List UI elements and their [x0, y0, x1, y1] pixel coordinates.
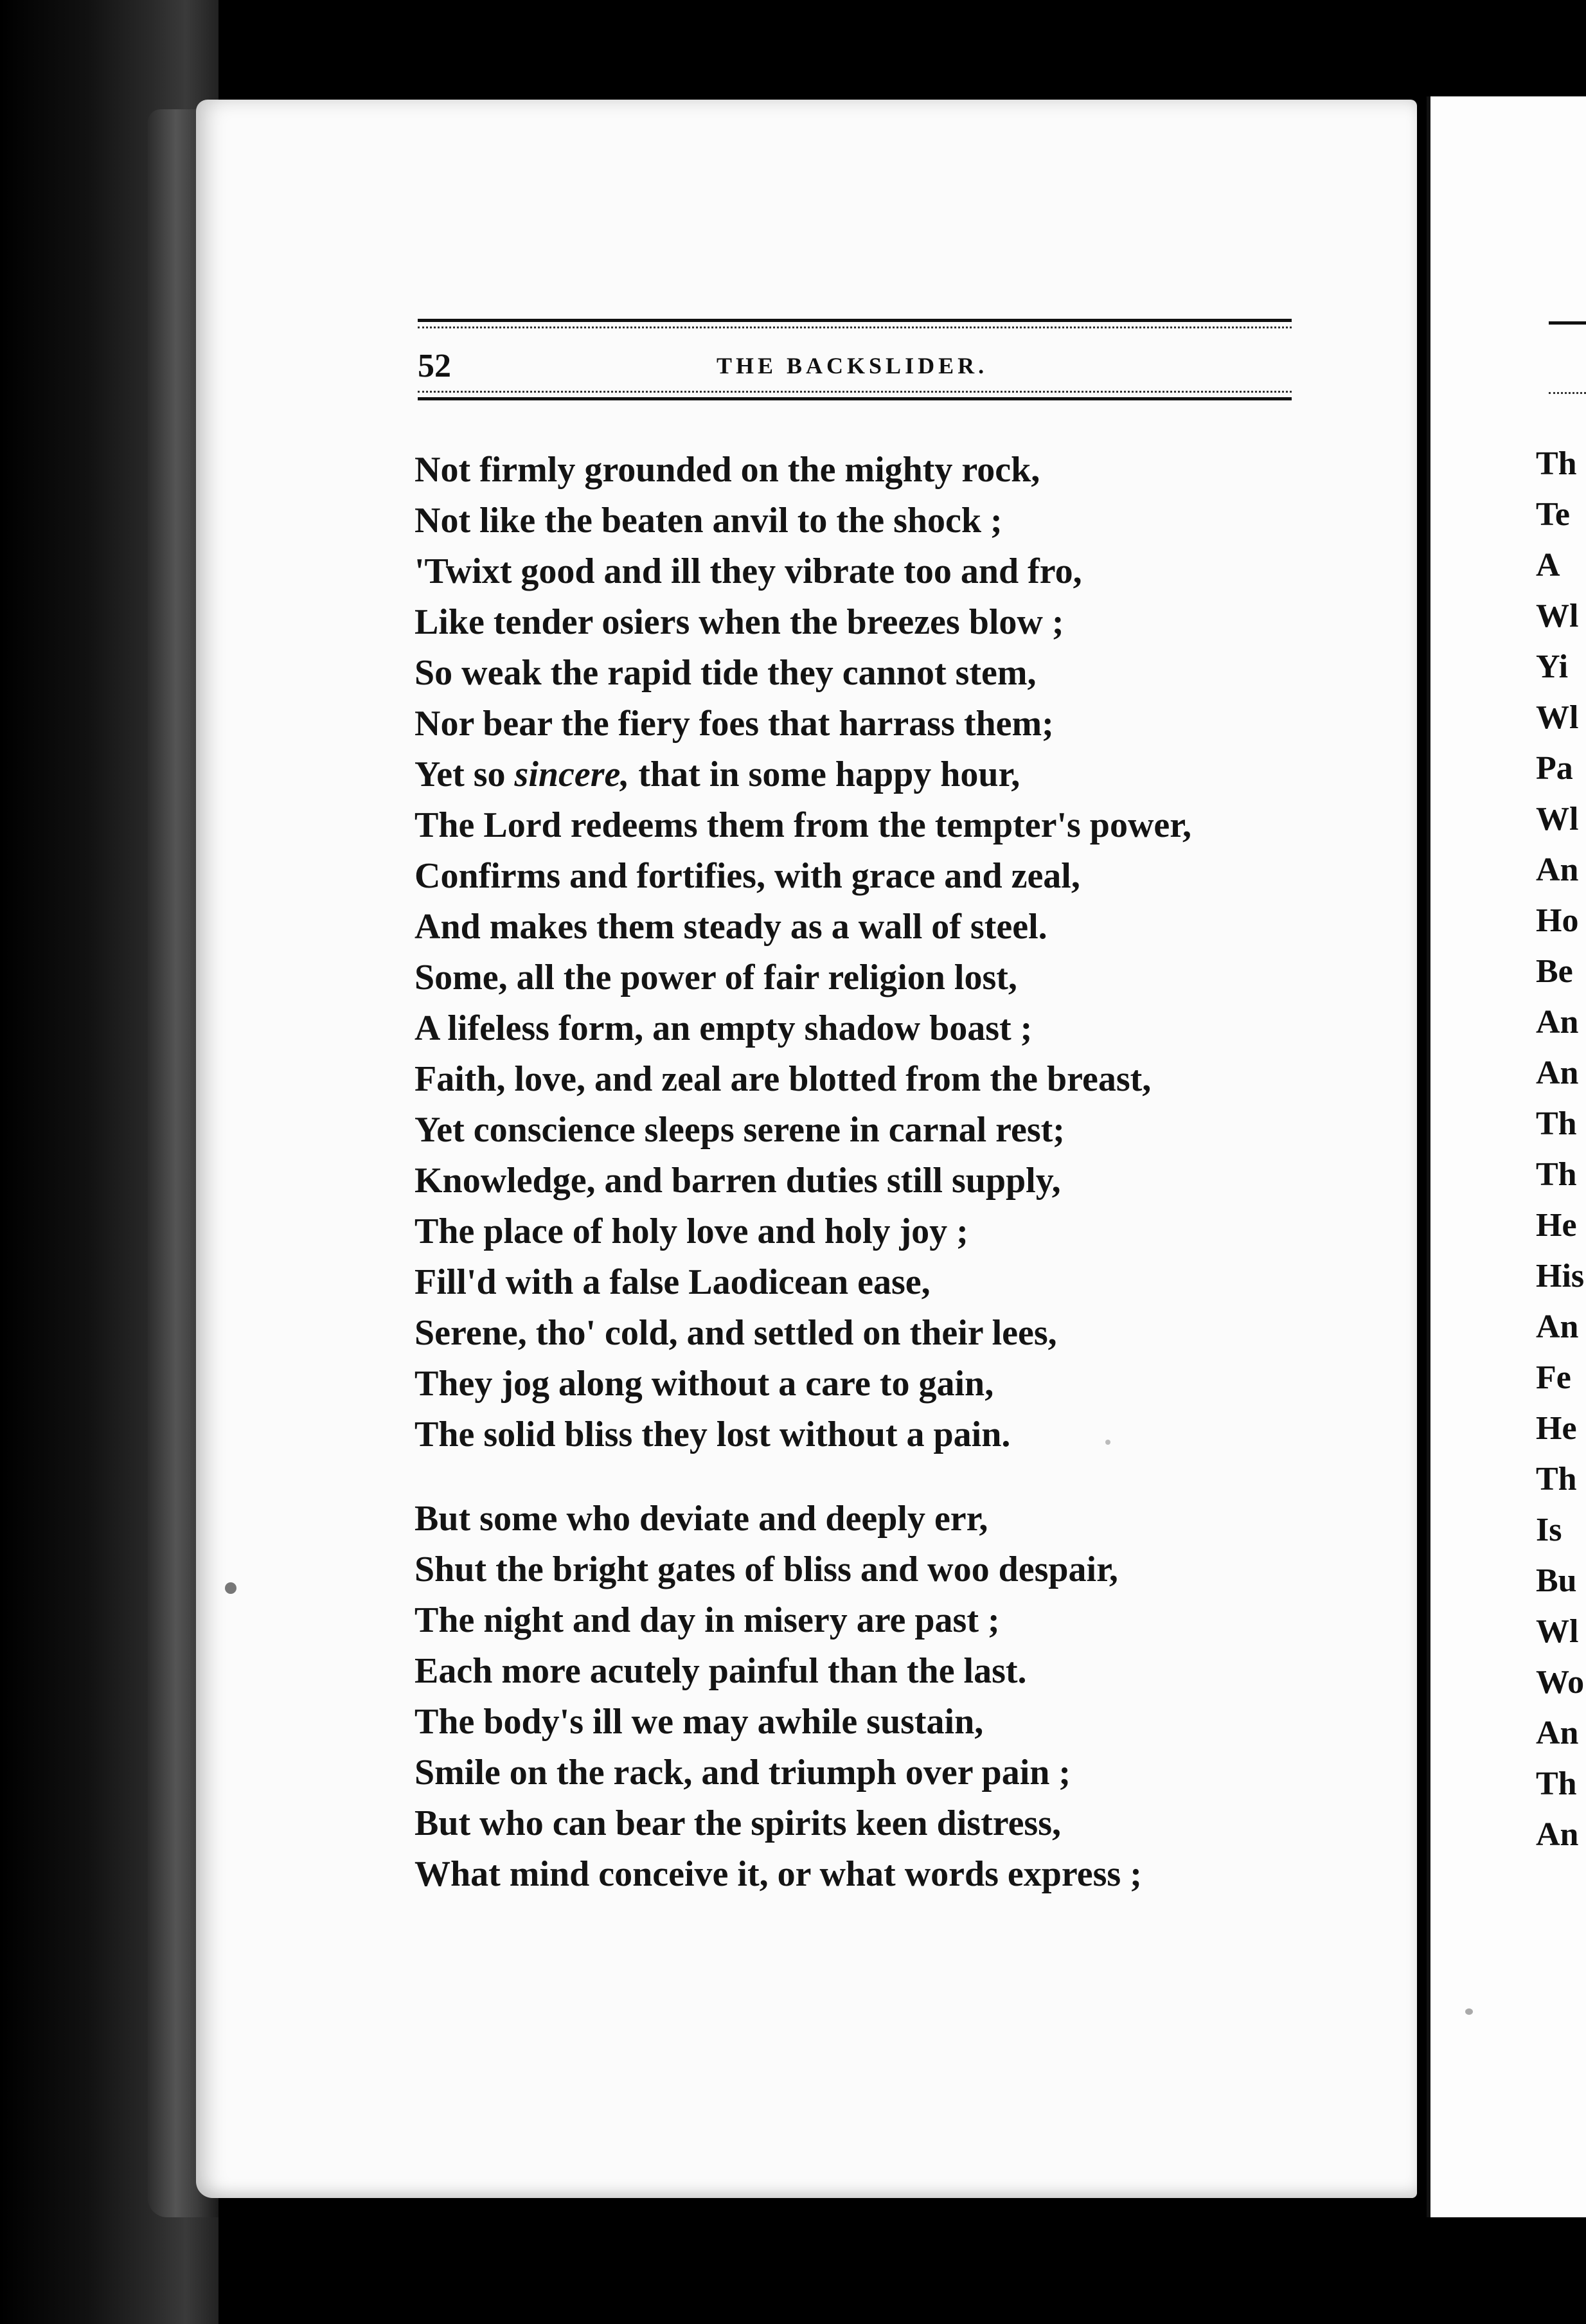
header-rule-top — [418, 319, 1292, 322]
poem-line: Knowledge, and barren duties still supply, — [414, 1161, 1061, 1201]
poem-line: The night and day in misery are past ; — [414, 1600, 1000, 1640]
poem-line: 'Twixt good and ill they vibrate too and fro, — [414, 551, 1082, 591]
italic-word: sincere, — [514, 755, 630, 794]
poem-line: Each more acutely painful than the last. — [414, 1651, 1027, 1691]
poem-line: The Lord redeems them from the tempter's power, — [414, 805, 1191, 845]
stanza-2 — [414, 1494, 1282, 1900]
poem-line: Serene, tho' cold, and settled on their lees, — [414, 1313, 1057, 1353]
adjacent-line-fragment: Te — [1536, 496, 1570, 533]
poem-line: The place of holy love and holy joy ; — [414, 1211, 968, 1251]
adjacent-line-fragment: An — [1536, 852, 1579, 888]
adjacent-line-fragment: Wl — [1536, 598, 1579, 634]
poem-line: Nor bear the fiery foes that harrass them; — [414, 704, 1054, 744]
poem-line — [414, 749, 1282, 800]
adjacent-line-fragment: Th — [1536, 1461, 1577, 1497]
adjacent-line-fragment: Pa — [1536, 750, 1573, 787]
poem-body — [414, 445, 1282, 1900]
poem-line: Confirms and fortifies, with grace and zeal, — [414, 856, 1080, 896]
poem-line: What mind conceive it, or what words express ; — [414, 1854, 1142, 1894]
adjacent-line-fragment: Wo — [1536, 1664, 1585, 1701]
header-rule-bottom-dotted — [418, 391, 1292, 393]
poem-line: And makes them steady as a wall of steel. — [414, 907, 1047, 947]
poem-line: Smile on the rack, and triumph over pain ; — [414, 1753, 1071, 1792]
adjacent-header-rule-dotted — [1549, 392, 1586, 394]
adjacent-line-fragment: An — [1536, 1309, 1579, 1345]
adjacent-line-fragment: His — [1536, 1258, 1585, 1294]
poem-line: Not like the beaten anvil to the shock ; — [414, 501, 1002, 541]
poem-line: But some who deviate and deeply err, — [414, 1499, 988, 1539]
adjacent-line-fragment: He — [1536, 1410, 1577, 1447]
header-rule-bottom — [418, 397, 1292, 400]
poem-line: Not firmly grounded on the mighty rock, — [414, 450, 1040, 490]
header-rule-top-dotted — [418, 326, 1292, 328]
adjacent-line-fragment: An — [1536, 1004, 1579, 1041]
poem-line: The solid bliss they lost without a pain. — [414, 1415, 1011, 1454]
adjacent-line-fragment: Bu — [1536, 1562, 1577, 1599]
poem-line: A lifeless form, an empty shadow boast ; — [414, 1008, 1033, 1048]
poem-line: Yet conscience sleeps serene in carnal rest; — [414, 1110, 1065, 1150]
page-speck — [1465, 2008, 1473, 2015]
poem-line-start: Yet so — [414, 755, 515, 794]
adjacent-line-fragment: Be — [1536, 953, 1573, 990]
page-speck — [225, 1582, 236, 1594]
poem-line: Shut the bright gates of bliss and woo despair, — [414, 1550, 1118, 1589]
adjacent-line-fragment: Yi — [1536, 648, 1569, 685]
adjacent-line-fragment: Wl — [1536, 699, 1579, 736]
adjacent-line-fragment: Th — [1536, 1156, 1577, 1193]
adjacent-line-fragment: Fe — [1536, 1359, 1571, 1396]
adjacent-line-fragment: Wl — [1536, 801, 1579, 837]
poem-line: Some, all the power of fair religion lost, — [414, 958, 1017, 997]
poem-line: The body's ill we may awhile sustain, — [414, 1702, 984, 1742]
adjacent-line-fragment: Ho — [1536, 902, 1579, 939]
poem-line: So weak the rapid tide they cannot stem, — [414, 653, 1037, 693]
page-speck — [1105, 1440, 1110, 1445]
stanza-1 — [414, 445, 1282, 1460]
running-title: THE BACKSLIDER. — [717, 353, 988, 379]
poem-line: Faith, love, and zeal are blotted from the breast, — [414, 1059, 1152, 1099]
adjacent-line-fragment: Th — [1536, 1765, 1577, 1802]
poem-line-end: that in some happy hour, — [629, 755, 1020, 794]
adjacent-line-fragment: He — [1536, 1207, 1577, 1244]
adjacent-line-fragment: An — [1536, 1055, 1579, 1091]
adjacent-line-fragment: An — [1536, 1715, 1579, 1751]
adjacent-line-fragment: A — [1536, 547, 1560, 584]
adjacent-line-fragment: Th — [1536, 1105, 1577, 1142]
adjacent-line-fragment: Is — [1536, 1512, 1562, 1548]
adjacent-header-rule — [1549, 321, 1586, 325]
poem-line: Fill'd with a false Laodicean ease, — [414, 1262, 931, 1302]
poem-line: They jog along without a care to gain, — [414, 1364, 994, 1404]
adjacent-line-fragment: Wl — [1536, 1613, 1579, 1650]
adjacent-line-fragment: Th — [1536, 445, 1577, 482]
poem-line: But who can bear the spirits keen distress, — [414, 1803, 1062, 1843]
adjacent-line-fragment: An — [1536, 1816, 1579, 1853]
page-number: 52 — [418, 348, 451, 384]
poem-line: Like tender osiers when the breezes blow ; — [414, 602, 1064, 642]
